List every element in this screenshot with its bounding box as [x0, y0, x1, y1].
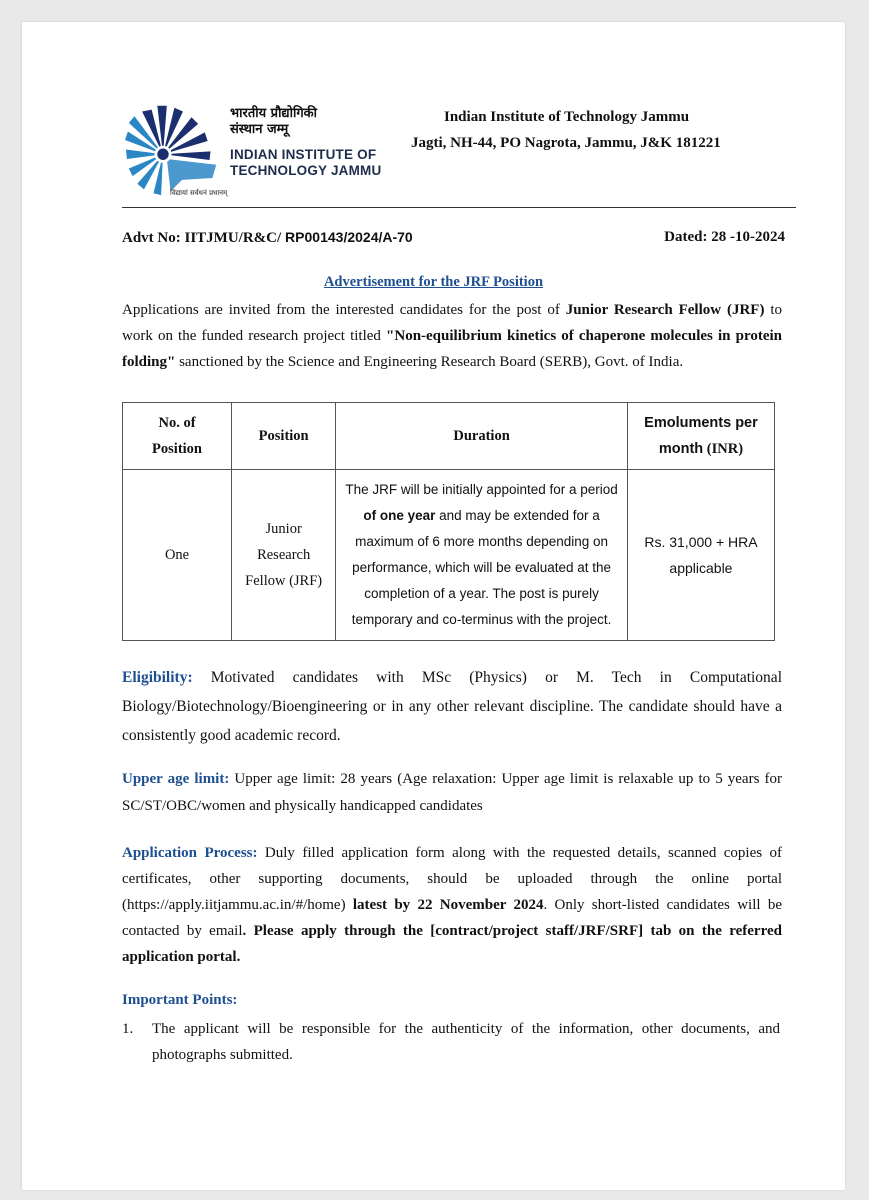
advertisement-number: Advt No: IITJMU/R&C/ RP00143/2024/A-70	[122, 229, 413, 246]
logo-english-text: INDIAN INSTITUTE OF TECHNOLOGY JAMMU	[230, 147, 382, 178]
table-header-row	[123, 403, 775, 470]
institute-address: Jagti, NH-44, PO Nagrota, Jammu, J&K 181221	[411, 135, 721, 151]
position-table	[122, 402, 775, 641]
cell-emoluments: Rs. 31,000 + HRA applicable	[627, 470, 774, 641]
cell-position: Junior Research Fellow (JRF)	[232, 470, 336, 641]
header-position: Position	[232, 403, 336, 470]
iit-jammu-logo-icon	[125, 102, 220, 197]
list-item-number: 1.	[122, 1021, 134, 1037]
document-page	[22, 22, 845, 1190]
age-limit-label: Upper age limit:	[122, 771, 230, 787]
list-item: The applicant will be responsible for the authenticity of the information, other documents, and photographs submitted.	[152, 1021, 780, 1063]
eligibility-label: Eligibility:	[122, 669, 193, 686]
advertisement-date: Dated: 28 -10-2024	[664, 229, 785, 245]
header-divider	[122, 207, 796, 208]
cell-no-of-position: One	[123, 470, 232, 641]
institute-name: Indian Institute of Technology Jammu	[444, 109, 690, 125]
logo-hindi-text: भारतीय प्रौद्योगिकी संस्थान जम्मू	[230, 106, 318, 137]
intro-paragraph: Applications are invited from the interested candidates for the post of Junior Research Fellow (JRF) to work on the funded research project titled "Non-equilibrium kinetics of chaperone molecules in protein folding" sanctioned by the Science and Engineering Research Board (SERB), Govt. of India.	[122, 302, 782, 370]
page-title: Advertisement for the JRF Position	[323, 274, 544, 290]
eligibility-paragraph: Eligibility: Motivated candidates with MSc (Physics) or M. Tech in Computational Biology/Biotechnology/Bioengineering or in any other relevant discipline. The candidate should have a consistently good academic record.	[122, 669, 782, 744]
important-points-heading: Important Points:	[122, 992, 238, 1008]
table-row	[123, 470, 775, 641]
logo-motto: विद्यायां सर्वधनं प्रधानम्	[170, 189, 228, 197]
header-emoluments: Emoluments per month (INR)	[627, 403, 774, 470]
application-process-label: Application Process:	[122, 845, 258, 861]
header-no-of-position: No. of Position	[123, 403, 232, 470]
header-duration: Duration	[336, 403, 628, 470]
cell-duration: The JRF will be initially appointed for a period of one year and may be extended for a maximum of 6 more months depending on performance, which will be evaluated at the completion of a year. The post is purely temporary and co-terminus with the project.	[336, 470, 628, 641]
application-process-paragraph: Application Process: Duly filled application form along with the requested details, scanned copies of certificates, other supporting documents, should be uploaded through the online portal (https://apply.iitjammu.ac.in/#/home) latest by 22 November 2024. Only short-listed candidates will be contacted by email. Please apply through the [contract/project staff/JRF/SRF] tab on the referred application portal.	[122, 845, 782, 965]
age-limit-paragraph: Upper age limit: Upper age limit: 28 years (Age relaxation: Upper age limit is relaxable up to 5 years for SC/ST/OBC/women and physically handicapped candidates	[122, 771, 782, 814]
